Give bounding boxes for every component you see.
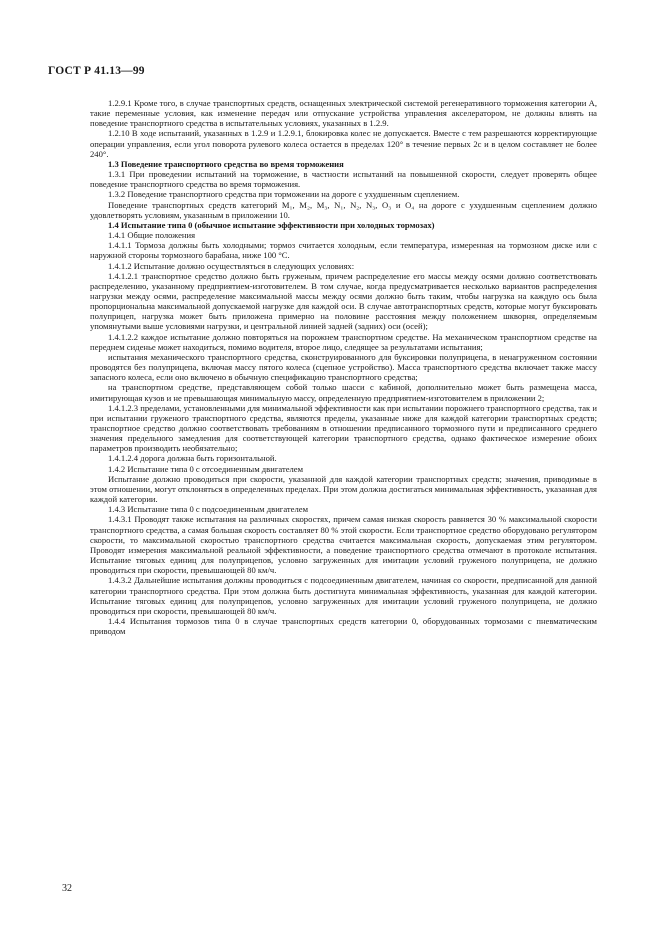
paragraph-1-4-1-2-1: 1.4.1.2.1 транспортное средство должно быть груженым, причем распределение его массы между осями должно соответствовать распределению, указанному предприятием-изготовителем. В том случае, когда предусматривается несколько вариантов распределения нагрузки между осями, распределение максимальной массы между осями должно быть таким, чтобы нагрузка на каждую ось была пропорциональна максимальной допускаемой нагрузке для каждой оси. В случае автотранспортных средств, которые могут буксировать полуприцеп, нагрузка может быть приложена примерно на половине расстояния между положением шкворня, определяемым упомянутыми выше условиями нагрузки, и центральной линией задней (задних) оси (осей); [90,270,597,332]
paragraph-1-2-9-1: 1.2.9.1 Кроме того, в случае транспортных средств, оснащенных электрической системой регенеративного торможения категории А, такие переменные условия, как изменение передач или отпускание устройства управления акселератором, не должны влиять на поведение транспортного средства в испытательных условиях, указанных в 1.2.9. [90,98,597,129]
paragraph-1-4-1-2-4: 1.4.1.2.4 дорога должна быть горизонтальной. [108,453,277,464]
paragraph-1-4-1: 1.4.1 Общие положения [108,230,196,241]
paragraph-semitrailer-tests: испытания механического транспортного средства, сконструированного для буксировки полуприцепа, в ненагруженном состоянии проводятся без полуприцепа, включая массу пятого колеса (сцепное устройство). Масса транспортного средства включает также массу запасного колеса, если оно включено в обычную спецификацию транспортного средства; [90,351,597,383]
paragraph-chassis-cab: на транспортном средстве, представляющем собой только шасси с кабиной, дополнительно может быть размещена масса, имитирующая кузов и не превышающая минимальную массу, определенную предприятием-изготовителем в приложении 2; [90,382,597,403]
paragraph-1-4-1-2-2: 1.4.1.2.2 каждое испытание должно повторяться на порожнем транспортном средстве. На механическом транспортном средстве на переднем сиденье может находиться, помимо водителя, второе лицо, следящее за результатами испытания; [90,331,597,352]
document-body [90,98,597,636]
paragraph-1-3-2-body: Поведение транспортных средств категорий M₁, M₂, M₃, N₁, N₂, N₃, O₃ и O₄ на дороге с ухудшенным сцеплением должно удовлетворять условиям, указанным в приложении 10. [90,199,597,220]
section-heading-1-3: 1.3 Поведение транспортного средства во время торможения [108,158,344,169]
paragraph-1-3-2: 1.3.2 Поведение транспортного средства при торможении на дороге с ухудшенным сцеплением. [108,189,460,200]
paragraph-1-4-3: 1.4.3 Испытание типа 0 с подсоединенным двигателем [108,504,309,515]
paragraph-1-2-10: 1.2.10 В ходе испытаний, указанных в 1.2.9 и 1.2.9.1, блокировка колес не допускается. Вместе с тем разрешаются корректирующие операции управления, если угол поворота рулевого колеса остается в пределах 120° в течение первых 2с и в целом составляет не более 240°. [90,128,597,159]
page-number: 32 [62,883,72,894]
paragraph-1-4-3-1: 1.4.3.1 Проводят также испытания на различных скоростях, причем самая низкая скорость равняется 30 % максимальной скорости транспортного средства, а самая большая скорость составляет 80 % этой скорости. Если транспортное средство оборудовано регулятором скорости, то максимальной скоростью транспортного средства считается максимальная скорость, допускаемая этим регулятором. Проводят измерения максимальной реальной эффективности, а поведение транспортного средства отмечают в протоколе испытания. Испытание тяговых единиц для полуприцепов, условно загруженных для имитации условий груженого полуприцепа, не должно проводиться при скорости, превышающей 80 км/ч. [90,514,597,576]
paragraph-1-4-1-2: 1.4.1.2 Испытание должно осуществляться в следующих условиях: [108,260,355,271]
paragraph-1-4-3-2: 1.4.3.2 Дальнейшие испытания должны проводиться с подсоединенным двигателем, начиная со скорости, предписанной для данной категории транспортного средства. При этом должна быть достигнута минимальная эффективность, указанная для каждой категории. Испытание тяговых единиц для полуприцепов, условно загруженных для имитации условий груженого полуприцепа, не должно проводиться при скорости, превышающей 80 км/ч. [90,575,597,616]
paragraph-1-4-2: 1.4.2 Испытание типа 0 с отсоединенным двигателем [108,463,304,474]
paragraph-1-3-1: 1.3.1 При проведении испытаний на торможение, в частности испытаний на повышенной скорости, следует проверять общее поведение транспортного средства во время торможения. [90,169,597,190]
paragraph-1-4-2-body: Испытание должно проводиться при скорости, указанной для каждой категории транспортных средств; значения, приводимые в этом отношении, могут отклоняться в определенных пределах. При этом должна достигаться минимальная эффективность, указанная для каждой категории. [90,473,597,505]
paragraph-1-4-4: 1.4.4 Испытания тормозов типа 0 в случае транспортных средств категории 0, оборудованных тормозами с пневматическим приводом [90,615,597,637]
paragraph-1-4-1-1: 1.4.1.1 Тормоза должны быть холодными; тормоз считается холодным, если температура, измеренная на тормозном диске или с наружной стороны тормозного барабана, ниже 100 °С. [90,240,597,261]
section-heading-1-4: 1.4 Испытание типа 0 (обычное испытание эффективности при холодных тормозах) [108,219,435,230]
document-header: ГОСТ Р 41.13—99 [48,65,145,77]
paragraph-1-4-1-2-3: 1.4.1.2.3 пределами, установленными для минимальной эффективности как при испытании порожнего транспортного средства, так и при испытании груженого транспортного средства, являются пределы, указанные ниже для каждой категории транспортных средств; транспортное средство должно соответствовать требованиям в отношении предписанного тормозного пути и предписанного среднего значения предельного замедления для соответствующей категории транспортного средства, однако фактическое измерение обоих параметров производить необязательно; [90,402,597,454]
